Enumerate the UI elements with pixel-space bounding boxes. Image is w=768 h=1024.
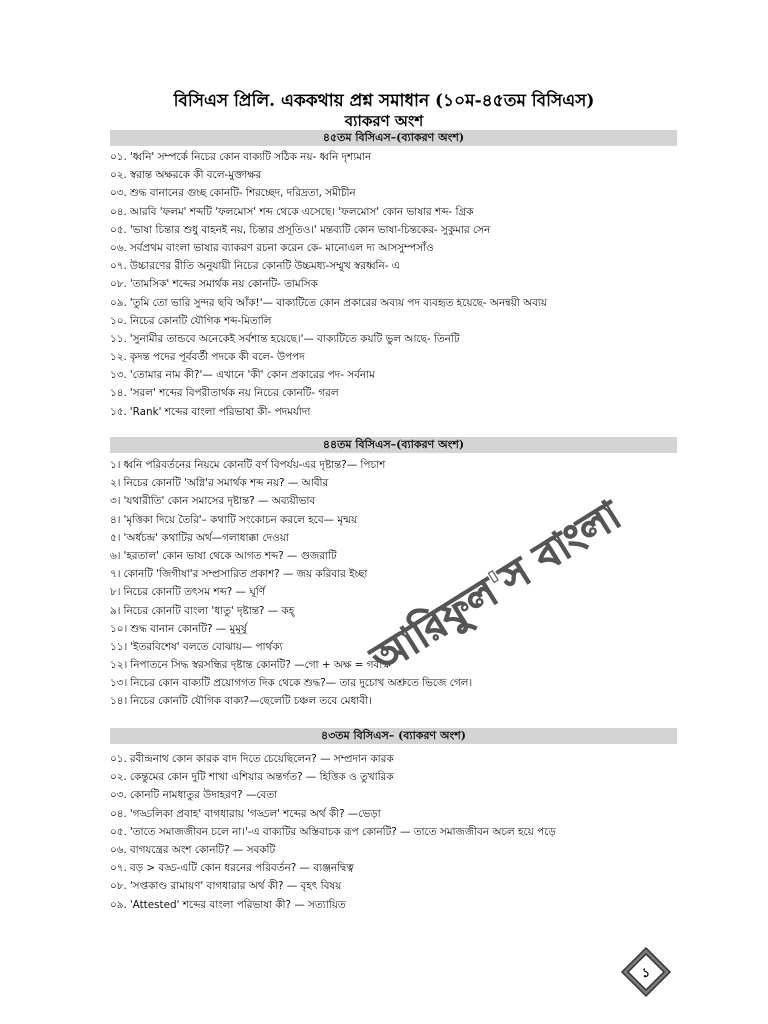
list-item: ১০। শুদ্ধ বানান কোনটি? — মুমূর্ষু [110, 622, 247, 635]
list-item: ০৬. বাগযন্ত্রের অংশ কোনটি? — সবকটি [110, 843, 276, 856]
list-item: ০৫. 'তাতে সমাজজীবন চলে না।'-এ বাক্যটির অস্তিবাচক রূপ কোনটি? — তাতে সমাজজীবন অচল হয়ে পড়ে [110, 825, 556, 838]
list-item: ০২. কেন্তুমের কোন দুটি শাখা এশিয়ার অন্তর্গত? — হিত্তিক ও তুখারিক [110, 771, 394, 784]
page-title: বিসিএস প্রিলি. এককথায় প্রশ্ন সমাধান (১০ম-৪৫তম বিসিএস) [173, 91, 595, 111]
list-item: ৭। কোনটি 'জিগীষা'র সম্প্রসারিত প্রকাশ? — জয় করিবার ইচ্ছা [110, 568, 368, 581]
list-item: ০১. 'ধ্বনি' সম্পর্কে নিচের কোন বাক্যটি সঠিক নয়- ধ্বনি দৃশ্যমান [110, 151, 372, 163]
list-item: ০৯. 'Attested' শব্দের বাংলা পরিভাষা কী? — সত্যায়িত [110, 898, 346, 911]
list-item: ০৩. শুদ্ধ বানানের গুচ্ছ কোনটি- শিরচ্ছেদ, দরিদ্রতা, সমীচীন [110, 187, 356, 200]
list-item: ০৬. সর্বপ্রথম বাংলা ভাষার ব্যাকরণ রচনা করেন কে- মানোএল দ্য আসসুম্পসাঁও [110, 241, 434, 254]
list-item: ১৩. 'তোমার নাম কী?'— এখানে 'কী' কোন প্রকারের পদ- সর্বনাম [110, 369, 375, 382]
svg-text:আরিফুল'স বাংলা: আরিফুল'স বাংলা [363, 492, 630, 683]
question-list-43 [110, 750, 680, 914]
page-number-badge [620, 946, 672, 998]
list-item: ১৪। নিচের কোনটি যৌগিক বাক্য?—ছেলেটি চঞ্চল তবে মেধাবী। [110, 695, 372, 708]
list-item: ৬। 'হরতাল' কোন ভাষা থেকে আগত শব্দ? — গুজরাটি [110, 549, 337, 562]
question-list-45 [110, 148, 680, 421]
list-item: ৩। 'যথারীতি' কোন সমাসের দৃষ্টান্ত? — অব্যয়ীভাব [110, 495, 316, 508]
list-item: ০৯. 'তুমি তো ভারি সুন্দর ছবি আঁক!'— বাক্যটিতে কোন প্রকারের অব্যয় পদ ব্যবহৃত হয়েছে- অনন্বয়ী অব্যয় [110, 296, 547, 309]
list-item: ৯। নিচের কোনটি বাংলা 'ধাতু' দৃষ্টান্ত? — কহ্ [110, 604, 295, 617]
list-item: ৫। 'অর্ধচন্দ্র' কথাটির অর্থ—গলাধাক্কা দেওয়া [110, 531, 289, 544]
list-item: ০৪. আরবি 'ফলম' শব্দটি 'ফলমোস' শব্দ থেকে এসেছে। 'ফলমোস' কোন ভাষার শব্দ- গ্রিক [110, 205, 474, 218]
list-item: ০৭. উচ্চারণের রীতি অনুযায়ী নিচের কোনটি উচ্চমধ্য-সম্মুখ স্বরধ্বনি- এ [110, 260, 400, 273]
list-item: ১৩। নিচের কোন বাক্যটি প্রয়োগগত দিক থেকে শুদ্ধ?— তার দুচোখ অশ্রুতে ভিজে গেল। [110, 677, 473, 690]
list-item: ১৫. 'Rank' শব্দের বাংলা পরিভাষা কী- পদমর্যাদা [110, 405, 311, 418]
page-number: ১ [641, 966, 651, 981]
list-item: ০২. স্বরান্ত অক্ষরকে কী বলে-মুক্তাক্ষর [110, 169, 262, 182]
list-item: ০৪. 'গড্ডলিকা প্রবাহ' বাগধারায় 'গড্ডল' শব্দের অর্থ কী? —ভেড়া [110, 807, 381, 820]
list-item: ১১। 'ইতরবিশেষ' বলতে বোঝায়— পার্থক্য [110, 640, 283, 653]
list-item: ৪। 'মৃত্তিকা দিয়ে তৈরি'– কথাটি সংকোচন করলে হবে— মৃন্ময় [110, 513, 358, 526]
list-item: ১। ধ্বনি পরিবর্তনের নিয়মে কোনটি বর্ণ বিপর্যয়-এর দৃষ্টান্ত?— পিচাশ [110, 459, 386, 471]
section-heading-43: ৪৩তম বিসিএস– (ব্যাকরণ অংশ) [110, 728, 677, 744]
question-list-44 [110, 456, 680, 711]
list-item: ০১. রবীন্দ্রনাথ কোন কারক বাদ দিতে চেয়েছিলেন? — সম্প্রদান কারক [110, 753, 394, 765]
list-item: ০৮. 'সপ্তকাণ্ড রামায়ণ' বাগধারার অর্থ কী? — বৃহৎ বিষয় [110, 880, 342, 893]
list-item: ২। নিচের কোনটি 'অগ্নি'র সমার্থক শব্দ নয়? — আবীর [110, 477, 329, 490]
list-item: ১২. কৃদন্ত পদের পূর্ববর্তী পদকে কী বলে- উপপদ [110, 351, 305, 364]
list-item: ১০. নিচের কোনটি যৌগিক শব্দ-মিতালি [110, 314, 272, 327]
list-item: ০৩. কোনটি নামধাতুর উদাহরণ? —বেতা [110, 789, 278, 802]
list-item: ৮। নিচের কোনটি তৎসম শব্দ? — ঘূর্ণি [110, 586, 265, 599]
section-heading-45: ৪৫তম বিসিএস–(ব্যাকরণ অংশ) [110, 130, 677, 146]
list-item: ০৫. 'ভাষা চিন্তার শুধু বাহনই নয়, চিন্তার প্রসূতিও।' মন্তব্যটি কোন ভাষা-চিন্তকের- সুকুমার সেন [110, 223, 491, 236]
list-item: ০৮. 'তামসিক' শব্দের সমার্থক নয় কোনটি- তামসিক [110, 278, 318, 291]
section-heading-44: ৪৪তম বিসিএস–(ব্যাকরণ অংশ) [110, 437, 677, 453]
list-item: ১২। নিপাতনে সিদ্ধ স্বরসন্ধির দৃষ্টান্ত কোনটি? —গো + অক্ষ = গবাক্ষ [110, 659, 391, 672]
page-subtitle: ব্যাকরণ অংশ [344, 112, 424, 130]
list-item: ১১. 'সুনামীর তান্ডবে অনেকেই সর্বশান্ত হয়েছে।'— বাক্যটিতে কয়টি ভুল আছে- তিনটি [110, 332, 460, 345]
list-item: ১৪. 'সরল' শব্দের বিপরীতার্থক নয় নিচের কোনটি- গরল [110, 387, 339, 400]
list-item: ০৭. বড় > বড্ড-এটি কোন ধরনের পরিবর্তন? — ব্যঞ্জনদ্বিত্ব [110, 862, 354, 875]
